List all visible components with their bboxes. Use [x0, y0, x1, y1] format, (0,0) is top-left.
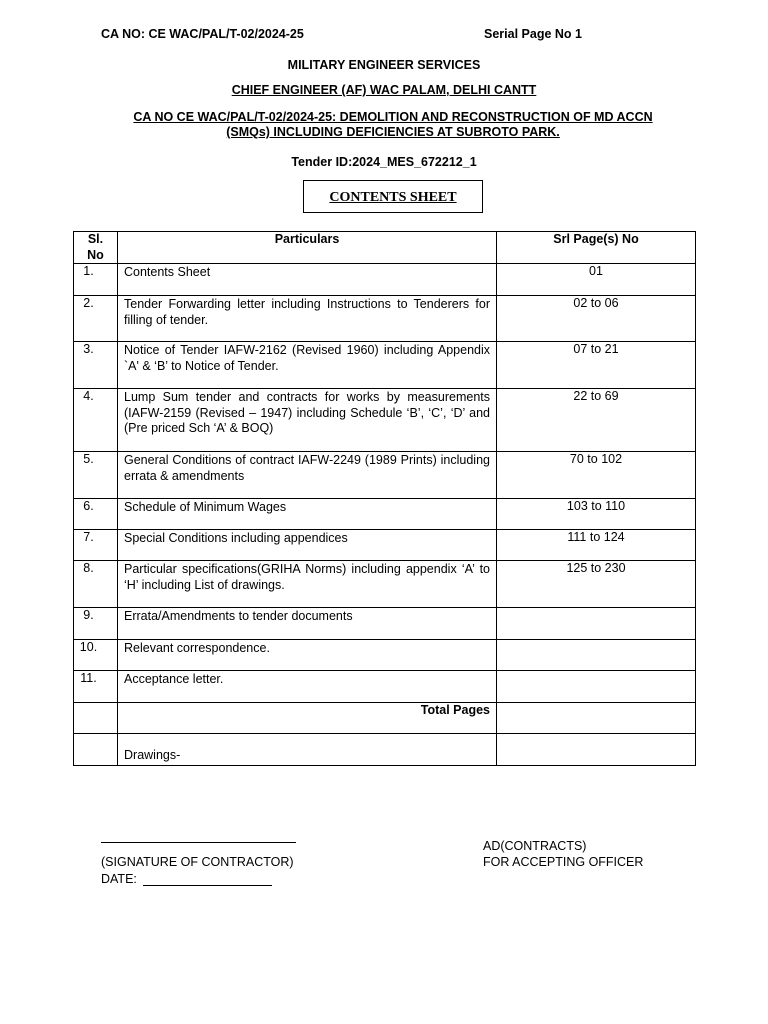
col-header-sl-line2: No: [87, 247, 104, 262]
drawings-row-sl: [74, 734, 118, 766]
total-pages-value: [497, 703, 696, 734]
drawings-pages: [497, 734, 696, 766]
table-row: [74, 561, 696, 608]
table-row: [74, 342, 696, 389]
row-pages: 125 to 230: [497, 561, 696, 608]
row-pages: [497, 671, 696, 703]
table-row: [74, 640, 696, 671]
accepting-officer-label: FOR ACCEPTING OFFICER: [483, 855, 644, 869]
row-particulars: Acceptance letter.: [118, 671, 497, 703]
col-header-sl: [74, 232, 118, 264]
contractor-signature-label: (SIGNATURE OF CONTRACTOR): [101, 855, 294, 869]
row-particulars: Relevant correspondence.: [118, 640, 497, 671]
table-row: [74, 389, 696, 452]
row-sl: 4.: [74, 389, 118, 452]
contents-sheet-box: [303, 180, 483, 213]
row-pages: 70 to 102: [497, 452, 696, 499]
table-row: [74, 608, 696, 640]
drawings-row: [74, 734, 696, 766]
drawings-label: Drawings-: [118, 734, 497, 766]
table-row: [74, 530, 696, 561]
ad-contracts-label: AD(CONTRACTS): [483, 839, 587, 853]
row-sl: 3.: [74, 342, 118, 389]
row-sl: 2.: [74, 296, 118, 342]
title-line-1: CA NO CE WAC/PAL/T-02/2024-25: DEMOLITION AND RECONSTRUCTION OF MD ACCN: [133, 110, 653, 124]
chief-engineer-office: CHIEF ENGINEER (AF) WAC PALAM, DELHI CANTT: [231, 83, 537, 97]
date-label: DATE:: [101, 872, 137, 886]
organization-name: MILITARY ENGINEER SERVICES: [287, 58, 481, 72]
row-sl: 6.: [74, 499, 118, 530]
table-row: [74, 264, 696, 296]
total-pages-label: Total Pages: [118, 703, 497, 734]
row-particulars: Tender Forwarding letter including Instructions to Tenderers for filling of tender.: [118, 296, 497, 342]
row-particulars: Particular specifications(GRIHA Norms) including appendix ‘A’ to ‘H’ including List of drawings.: [118, 561, 497, 608]
row-sl: 8.: [74, 561, 118, 608]
row-particulars: Contents Sheet: [118, 264, 497, 296]
contents-table: [73, 231, 696, 766]
row-sl: 10.: [74, 640, 118, 671]
row-pages: 02 to 06: [497, 296, 696, 342]
total-row-sl: [74, 703, 118, 734]
contents-sheet-title: CONTENTS SHEET: [329, 190, 457, 205]
row-particulars: Special Conditions including appendices: [118, 530, 497, 561]
title-line-2: (SMQs) INCLUDING DEFICIENCIES AT SUBROTO PARK.: [226, 125, 560, 139]
date-line: [143, 885, 272, 886]
total-pages-row: [74, 703, 696, 734]
col-header-sl-line1: Sl.: [87, 232, 104, 246]
row-pages: 111 to 124: [497, 530, 696, 561]
row-pages: 22 to 69: [497, 389, 696, 452]
col-header-pages: Srl Page(s) No: [497, 232, 696, 264]
row-particulars: Lump Sum tender and contracts for works by measurements (IAFW-2159 (Revised – 1947) including Schedule ‘B’, ‘C’, ‘D’ and (Pre priced Sch ‘A’ & BOQ): [118, 389, 497, 452]
document-title: [110, 110, 676, 140]
row-pages: 103 to 110: [497, 499, 696, 530]
tender-id: Tender ID:2024_MES_672212_1: [291, 155, 477, 169]
row-pages: [497, 608, 696, 640]
serial-page-number: Serial Page No 1: [484, 27, 582, 41]
table-header-row: [74, 232, 696, 264]
table-row: [74, 499, 696, 530]
row-particulars: Errata/Amendments to tender documents: [118, 608, 497, 640]
row-particulars: Notice of Tender IAFW-2162 (Revised 1960) including Appendix `A' & ‘B’ to Notice of Tender.: [118, 342, 497, 389]
ca-number: CA NO: CE WAC/PAL/T-02/2024-25: [101, 27, 304, 41]
col-header-particulars: Particulars: [118, 232, 497, 264]
row-sl: 9.: [74, 608, 118, 640]
row-particulars: General Conditions of contract IAFW-2249 (1989 Prints) including errata & amendments: [118, 452, 497, 499]
row-sl: 7.: [74, 530, 118, 561]
row-sl: 5.: [74, 452, 118, 499]
signature-line: [101, 842, 296, 843]
row-pages: [497, 640, 696, 671]
row-sl: 1.: [74, 264, 118, 296]
row-particulars: Schedule of Minimum Wages: [118, 499, 497, 530]
row-pages: 07 to 21: [497, 342, 696, 389]
row-sl: 11.: [74, 671, 118, 703]
row-pages: 01: [497, 264, 696, 296]
table-row: [74, 452, 696, 499]
table-row: [74, 671, 696, 703]
table-row: [74, 296, 696, 342]
